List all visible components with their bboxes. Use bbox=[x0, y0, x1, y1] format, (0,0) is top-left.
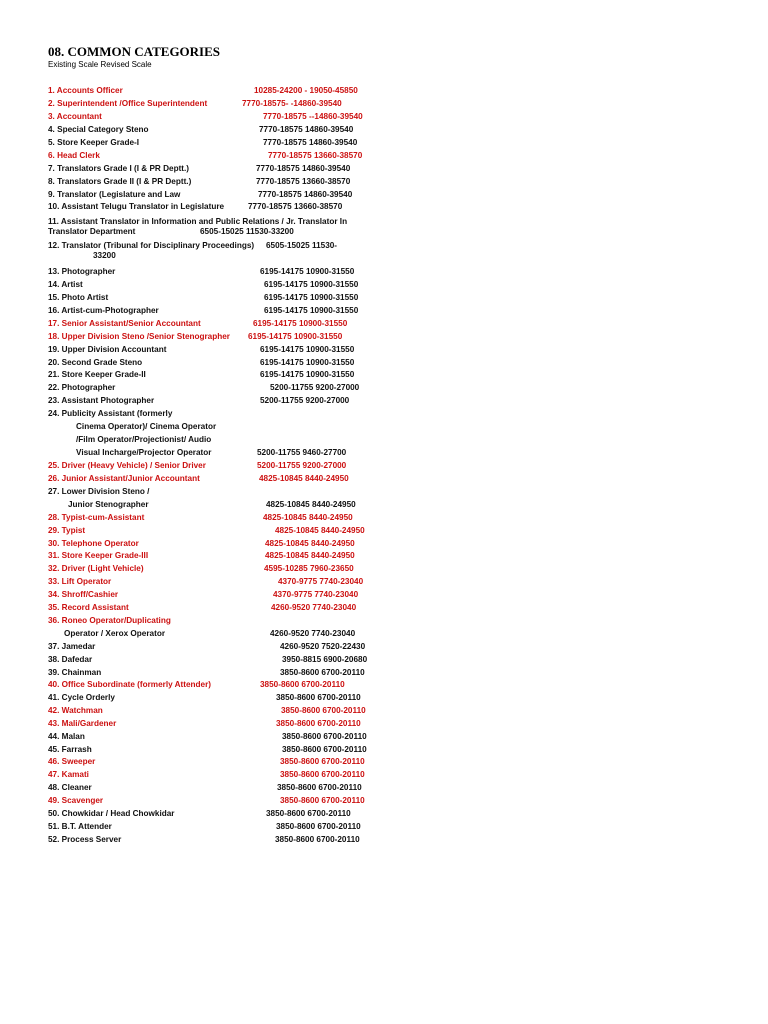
pay-scale: 7770-18575 14860-39540 bbox=[258, 190, 353, 199]
category-name: 35. Record Assistant bbox=[48, 603, 129, 612]
category-row bbox=[0, 395, 768, 407]
category-row bbox=[0, 499, 768, 511]
column-header-caption: Existing Scale Revised Scale bbox=[48, 60, 152, 69]
category-name: 41. Cycle Orderly bbox=[48, 693, 115, 702]
pay-scale: 6195-14175 10900-31550 bbox=[260, 370, 355, 379]
category-row bbox=[0, 137, 768, 149]
category-row bbox=[0, 744, 768, 756]
category-name: 47. Kamati bbox=[48, 770, 89, 779]
category-name: 46. Sweeper bbox=[48, 757, 96, 766]
pay-scale: 7770-18575 13660-38570 bbox=[256, 177, 351, 186]
category-row bbox=[0, 473, 768, 485]
category-name: Operator / Xerox Operator bbox=[64, 629, 166, 638]
pay-scale: 7770-18575 14860-39540 bbox=[263, 138, 358, 147]
category-row bbox=[0, 705, 768, 717]
pay-scale: 3850-8600 6700-20110 bbox=[280, 770, 365, 779]
category-name: 2. Superintendent /Office Superintendent bbox=[48, 99, 208, 108]
category-row bbox=[0, 654, 768, 666]
category-name: 4. Special Category Steno bbox=[48, 125, 149, 134]
category-name: 16. Artist-cum-Photographer bbox=[48, 306, 159, 315]
pay-scale: 6195-14175 10900-31550 bbox=[264, 293, 359, 302]
category-row bbox=[0, 550, 768, 562]
pay-scale: 4260-9520 7520-22430 bbox=[280, 642, 366, 651]
category-row bbox=[0, 85, 768, 97]
category-name: 8. Translators Grade II (I & PR Deptt.) bbox=[48, 177, 192, 186]
pay-scale: 6195-14175 10900-31550 bbox=[264, 306, 359, 315]
pay-scale: 6195-14175 10900-31550 bbox=[260, 345, 355, 354]
pay-scale: 3850-8600 6700-20110 bbox=[277, 783, 362, 792]
category-name: 20. Second Grade Steno bbox=[48, 358, 143, 367]
category-row bbox=[0, 679, 768, 691]
category-row bbox=[0, 667, 768, 679]
category-name: 44. Malan bbox=[48, 732, 85, 741]
category-name: 12. Translator (Tribunal for Disciplinary Proceedings) bbox=[48, 241, 255, 250]
pay-scale: 4825-10845 8440-24950 bbox=[266, 500, 356, 509]
category-row bbox=[0, 226, 768, 238]
category-name: 1. Accounts Officer bbox=[48, 86, 123, 95]
pay-scale: 6195-14175 10900-31550 bbox=[253, 319, 348, 328]
category-row bbox=[0, 563, 768, 575]
category-name: 31. Store Keeper Grade-III bbox=[48, 551, 149, 560]
pay-scale: 6195-14175 10900-31550 bbox=[260, 358, 355, 367]
pay-scale: 7770-18575 14860-39540 bbox=[256, 164, 351, 173]
pay-scale: 5200-11755 9200-27000 bbox=[270, 383, 360, 392]
pay-scale: 3850-8600 6700-20110 bbox=[282, 745, 367, 754]
pay-scale: 3850-8600 6700-20110 bbox=[280, 796, 365, 805]
category-row bbox=[0, 731, 768, 743]
pay-scale: 4825-10845 8440-24950 bbox=[265, 551, 355, 560]
category-row bbox=[0, 98, 768, 110]
category-name: 40. Office Subordinate (formerly Attender) bbox=[48, 680, 212, 689]
category-name: 25. Driver (Heavy Vehicle) / Senior Driver bbox=[48, 461, 206, 470]
pay-scale: 5200-11755 9200-27000 bbox=[257, 461, 347, 470]
category-name: 15. Photo Artist bbox=[48, 293, 109, 302]
category-name: 9. Translator (Legislature and Law bbox=[48, 190, 181, 199]
category-name: 24. Publicity Assistant (formerly bbox=[48, 409, 173, 418]
category-row bbox=[0, 628, 768, 640]
pay-scale: 3950-8815 6900-20680 bbox=[282, 655, 368, 664]
category-row bbox=[0, 486, 768, 498]
pay-scale: 4825-10845 8440-24950 bbox=[275, 526, 365, 535]
category-name: Visual Incharge/Projector Operator bbox=[76, 448, 212, 457]
category-row bbox=[0, 201, 768, 213]
category-name: 10. Assistant Telugu Translator in Legislature bbox=[48, 202, 225, 211]
category-name: 6. Head Clerk bbox=[48, 151, 100, 160]
category-row bbox=[0, 111, 768, 123]
pay-scale: 4370-9775 7740-23040 bbox=[278, 577, 364, 586]
category-name: 7. Translators Grade I (I & PR Deptt.) bbox=[48, 164, 190, 173]
category-name: 37. Jamedar bbox=[48, 642, 96, 651]
category-row bbox=[0, 382, 768, 394]
pay-scale: 3850-8600 6700-20110 bbox=[275, 835, 360, 844]
category-row bbox=[0, 576, 768, 588]
pay-scale: 7770-18575 13660-38570 bbox=[268, 151, 363, 160]
category-name: 21. Store Keeper Grade-II bbox=[48, 370, 146, 379]
pay-scale: 4260-9520 7740-23040 bbox=[271, 603, 357, 612]
category-row bbox=[0, 163, 768, 175]
pay-scale: 4825-10845 8440-24950 bbox=[259, 474, 349, 483]
category-name: Cinema Operator)/ Cinema Operator bbox=[76, 422, 217, 431]
category-name: 14. Artist bbox=[48, 280, 83, 289]
category-name: 22. Photographer bbox=[48, 383, 116, 392]
category-name: 34. Shroff/Cashier bbox=[48, 590, 119, 599]
pay-scale: 7770-18575 13660-38570 bbox=[248, 202, 343, 211]
category-row bbox=[0, 538, 768, 550]
pay-scale: 7770-18575- -14860-39540 bbox=[242, 99, 342, 108]
pay-scale: 3850-8600 6700-20110 bbox=[281, 706, 366, 715]
category-row bbox=[0, 266, 768, 278]
category-row bbox=[0, 250, 768, 262]
category-row bbox=[0, 318, 768, 330]
category-name: 49. Scavenger bbox=[48, 796, 104, 805]
pay-scale: 7770-18575 14860-39540 bbox=[259, 125, 354, 134]
category-name: 32. Driver (Light Vehicle) bbox=[48, 564, 144, 573]
category-name: 17. Senior Assistant/Senior Accountant bbox=[48, 319, 201, 328]
category-row bbox=[0, 718, 768, 730]
category-row bbox=[0, 408, 768, 420]
category-row bbox=[0, 512, 768, 524]
category-name: 23. Assistant Photographer bbox=[48, 396, 155, 405]
category-name: 18. Upper Division Steno /Senior Stenographer bbox=[48, 332, 230, 341]
category-name: Junior Stenographer bbox=[68, 500, 149, 509]
pay-scale: 4260-9520 7740-23040 bbox=[270, 629, 356, 638]
category-row bbox=[0, 756, 768, 768]
category-row bbox=[0, 292, 768, 304]
category-row bbox=[0, 615, 768, 627]
category-row bbox=[0, 641, 768, 653]
category-name: 5. Store Keeper Grade-I bbox=[48, 138, 140, 147]
category-name: 48. Cleaner bbox=[48, 783, 92, 792]
pay-scale: 4825-10845 8440-24950 bbox=[265, 539, 355, 548]
pay-scale: 5200-11755 9200-27000 bbox=[260, 396, 350, 405]
pay-scale: 3850-8600 6700-20110 bbox=[266, 809, 351, 818]
category-row bbox=[0, 305, 768, 317]
category-name: 50. Chowkidar / Head Chowkidar bbox=[48, 809, 175, 818]
category-name: 19. Upper Division Accountant bbox=[48, 345, 167, 354]
pay-scale: 5200-11755 9460-27700 bbox=[257, 448, 347, 457]
category-name: 29. Typist bbox=[48, 526, 86, 535]
pay-scale: 3850-8600 6700-20110 bbox=[276, 693, 361, 702]
category-row bbox=[0, 602, 768, 614]
page-title: 08. COMMON CATEGORIES bbox=[48, 44, 221, 59]
category-row bbox=[0, 782, 768, 794]
category-name: 26. Junior Assistant/Junior Accountant bbox=[48, 474, 200, 483]
pay-scale: 4595-10285 7960-23650 bbox=[264, 564, 354, 573]
category-name: 33. Lift Operator bbox=[48, 577, 112, 586]
category-row bbox=[0, 421, 768, 433]
category-row bbox=[0, 150, 768, 162]
pay-scale: 3850-8600 6700-20110 bbox=[280, 668, 365, 677]
pay-scale: 7770-18575 --14860-39540 bbox=[263, 112, 363, 121]
category-name: /Film Operator/Projectionist/ Audio bbox=[76, 435, 212, 444]
category-row bbox=[0, 357, 768, 369]
category-row bbox=[0, 460, 768, 472]
category-row bbox=[0, 279, 768, 291]
category-row bbox=[0, 369, 768, 381]
pay-scale: 4825-10845 8440-24950 bbox=[263, 513, 353, 522]
pay-scale: 6505-15025 11530-33200 bbox=[200, 227, 294, 236]
category-row bbox=[0, 525, 768, 537]
pay-scale: 3850-8600 6700-20110 bbox=[282, 732, 367, 741]
pay-scale: 3850-8600 6700-20110 bbox=[276, 719, 361, 728]
category-name: Translator Department bbox=[48, 227, 136, 236]
category-row bbox=[0, 434, 768, 446]
category-row bbox=[0, 447, 768, 459]
category-name: 3. Accountant bbox=[48, 112, 102, 121]
category-row bbox=[0, 795, 768, 807]
category-name: 52. Process Server bbox=[48, 835, 122, 844]
category-name: 27. Lower Division Steno / bbox=[48, 487, 150, 496]
category-row bbox=[0, 189, 768, 201]
category-name: 30. Telephone Operator bbox=[48, 539, 139, 548]
pay-scale: 4370-9775 7740-23040 bbox=[273, 590, 359, 599]
category-row bbox=[0, 769, 768, 781]
category-row bbox=[0, 808, 768, 820]
pay-scale: 3850-8600 6700-20110 bbox=[260, 680, 345, 689]
category-name: 36. Roneo Operator/Duplicating bbox=[48, 616, 171, 625]
pay-scale: 6195-14175 10900-31550 bbox=[248, 332, 343, 341]
category-name: 28. Typist-cum-Assistant bbox=[48, 513, 145, 522]
category-name: 11. Assistant Translator in Information and Public Relations / Jr. Translator In bbox=[48, 217, 348, 226]
pay-scale: 3850-8600 6700-20110 bbox=[280, 757, 365, 766]
category-row bbox=[0, 344, 768, 356]
category-name: 13. Photographer bbox=[48, 267, 116, 276]
category-name: 38. Dafedar bbox=[48, 655, 93, 664]
category-name: 45. Farrash bbox=[48, 745, 92, 754]
category-row bbox=[0, 124, 768, 136]
category-name: 39. Chainman bbox=[48, 668, 102, 677]
pay-scale: 6195-14175 10900-31550 bbox=[260, 267, 355, 276]
category-row bbox=[0, 834, 768, 846]
category-name: 42. Watchman bbox=[48, 706, 103, 715]
pay-scale: 10285-24200 - 19050-45850 bbox=[254, 86, 358, 95]
pay-scale: 6195-14175 10900-31550 bbox=[264, 280, 359, 289]
category-name: 51. B.T. Attender bbox=[48, 822, 112, 831]
category-name: 43. Mali/Gardener bbox=[48, 719, 117, 728]
category-row bbox=[0, 331, 768, 343]
category-row bbox=[0, 176, 768, 188]
category-row bbox=[0, 589, 768, 601]
pay-scale: 33200 bbox=[93, 251, 116, 260]
category-row bbox=[0, 692, 768, 704]
category-row bbox=[0, 821, 768, 833]
pay-scale: 6505-15025 11530- bbox=[266, 241, 338, 250]
pay-scale: 3850-8600 6700-20110 bbox=[276, 822, 361, 831]
